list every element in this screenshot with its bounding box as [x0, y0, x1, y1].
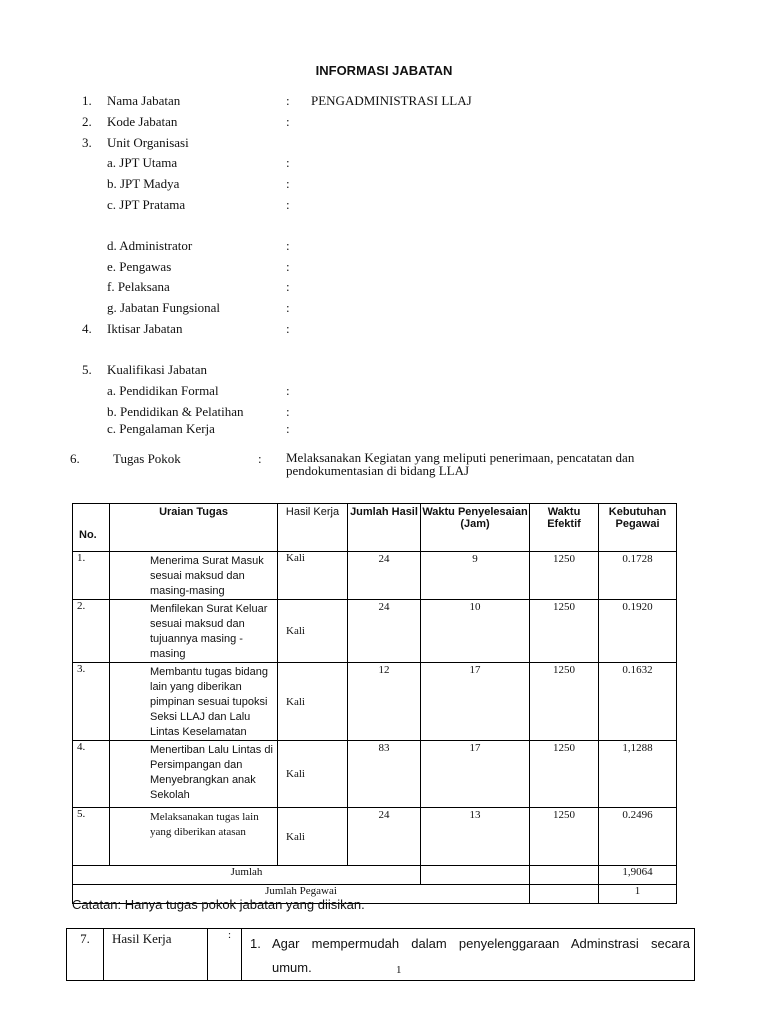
row-no: 3. — [73, 663, 110, 741]
jumlah-value: 1,9064 — [599, 866, 677, 885]
hasil-kerja-item — [242, 929, 695, 981]
info-row-label: c. Pengalaman Kerja — [107, 421, 215, 436]
info-row-label: Iktisar Jabatan — [107, 321, 183, 336]
row-uraian: Melaksanakan tugas lain yang diberikan atasan — [110, 808, 278, 866]
row-jumlah: 12 — [348, 663, 421, 741]
row-efektif: 1250 — [530, 600, 599, 663]
info-row-colon: : — [286, 93, 290, 108]
row-efektif: 1250 — [530, 663, 599, 741]
info-row-value: PENGADMINISTRASI LLAJ — [311, 93, 472, 108]
row-no: 2. — [73, 600, 110, 663]
table-row — [73, 663, 677, 741]
header-uraian-tugas: Uraian Tugas — [110, 504, 278, 552]
info-row-label: a. JPT Utama — [107, 155, 178, 170]
row-kebutuhan: 0.1920 — [599, 600, 677, 663]
info-row-colon: : — [286, 404, 290, 419]
hasil-kerja-row — [67, 929, 695, 981]
info-row-colon: : — [286, 279, 290, 294]
hasil-kerja-item-text: Agar mempermudah dalam penyelenggaraan Adminstrasi secara umum. — [272, 936, 690, 975]
table-header-row — [73, 504, 677, 552]
hasil-kerja-label: Hasil Kerja — [104, 929, 208, 981]
info-row-label: b. JPT Madya — [107, 176, 180, 191]
row-uraian: Menfilekan Surat Keluar sesuai maksud dan tujuannya masing - masing — [110, 600, 278, 663]
info-row-label: f. Pelaksana — [107, 279, 170, 294]
info-row-colon: : — [286, 114, 290, 129]
row-no: 5. — [73, 808, 110, 866]
header-kebutuhan-pegawai: Kebutuhan Pegawai — [599, 504, 677, 552]
header-waktu-efektif: Waktu Efektif — [530, 504, 599, 552]
info-row-label: Kode Jabatan — [107, 114, 178, 129]
row-waktu: 9 — [421, 552, 530, 600]
row-waktu: 17 — [421, 663, 530, 741]
row-uraian: Menerima Surat Masuk sesuai maksud dan masing-masing — [110, 552, 278, 600]
jumlah-empty-cell — [421, 866, 530, 885]
table-row — [73, 552, 677, 600]
hasil-kerja-number: 7. — [67, 929, 104, 981]
row-jumlah: 24 — [348, 552, 421, 600]
info-row-colon: : — [286, 321, 290, 336]
row-efektif: 1250 — [530, 808, 599, 866]
hasil-kerja-item-number: 1. — [250, 936, 261, 951]
info-row-label: Kualifikasi Jabatan — [107, 362, 207, 377]
jumlah-empty-cell — [530, 866, 599, 885]
tugas-pokok-value: Melaksanakan Kegiatan yang meliputi penerimaan, pencatatan dan pendokumentasian di bidang LLAJ — [286, 450, 635, 478]
jumlah-pegawai-value: 1 — [599, 885, 677, 904]
row-efektif: 1250 — [530, 741, 599, 808]
row-uraian: Membantu tugas bidang lain yang diberikan pimpinan sesuai tupoksi Seksi LLAJ dan Lalu Lintas Keselamatan — [110, 663, 278, 741]
table-row — [73, 741, 677, 808]
row-no: 4. — [73, 741, 110, 808]
row-hasil: Kali — [278, 600, 348, 663]
row-hasil: Kali — [278, 552, 348, 600]
row-hasil: Kali — [278, 663, 348, 741]
info-row-label: e. Pengawas — [107, 259, 172, 274]
hasil-kerja-colon: : — [208, 929, 242, 981]
row-jumlah: 24 — [348, 600, 421, 663]
row-jumlah: 24 — [348, 808, 421, 866]
row-waktu: 17 — [421, 741, 530, 808]
info-row-colon: : — [286, 197, 290, 212]
jumlah-label: Jumlah — [73, 866, 421, 885]
row-hasil: Kali — [278, 741, 348, 808]
uraian-tugas-table — [72, 503, 677, 904]
info-row-label: b. Pendidikan & Pelatihan — [107, 404, 244, 419]
row-uraian: Menertiban Lalu Lintas di Persimpangan dan Menyebrangkan anak Sekolah — [110, 741, 278, 808]
info-row-colon: : — [286, 383, 290, 398]
info-row-colon: : — [286, 176, 290, 191]
row-no: 1. — [73, 552, 110, 600]
row-waktu: 10 — [421, 600, 530, 663]
header-no: No. — [73, 504, 110, 552]
info-row-label: g. Jabatan Fungsional — [107, 300, 221, 315]
info-row-label: c. JPT Pratama — [107, 197, 186, 212]
info-row-label: d. Administrator — [107, 238, 193, 253]
info-row-number: 4. — [82, 321, 92, 336]
jumlah-pegawai-label: Jumlah Pegawai — [73, 885, 530, 904]
row-waktu: 13 — [421, 808, 530, 866]
info-row-colon: : — [286, 259, 290, 274]
info-row-label: Unit Organisasi — [107, 135, 189, 150]
tugas-pokok-number: 6. — [70, 451, 80, 466]
table-row — [73, 600, 677, 663]
row-jumlah: 83 — [348, 741, 421, 808]
jumlah-pegawai-empty-cell — [530, 885, 599, 904]
info-row-label: Nama Jabatan — [107, 93, 181, 108]
info-row-label: a. Pendidikan Formal — [107, 383, 219, 398]
header-jumlah-hasil: Jumlah Hasil — [348, 504, 421, 552]
info-row-number: 3. — [82, 135, 92, 150]
row-efektif: 1250 — [530, 552, 599, 600]
row-kebutuhan: 0.1632 — [599, 663, 677, 741]
info-row-colon: : — [286, 421, 290, 436]
info-row-colon: : — [286, 238, 290, 253]
page-number: 1 — [396, 964, 402, 976]
tugas-pokok-colon: : — [258, 451, 262, 466]
header-hasil-kerja: Hasil Kerja — [278, 504, 348, 552]
info-row-colon: : — [286, 300, 290, 315]
info-row-number: 1. — [82, 93, 92, 108]
jumlah-row — [73, 866, 677, 885]
row-kebutuhan: 0.2496 — [599, 808, 677, 866]
info-row-colon: : — [286, 155, 290, 170]
catatan-note: Catatan: Hanya tugas pokok jabatan yang diisikan. — [72, 897, 365, 912]
document-title: INFORMASI JABATAN — [315, 63, 453, 78]
row-kebutuhan: 0.1728 — [599, 552, 677, 600]
info-row-number: 5. — [82, 362, 92, 377]
table-row — [73, 808, 677, 866]
hasil-kerja-table — [66, 928, 695, 981]
info-row-number: 2. — [82, 114, 92, 129]
header-waktu-penyelesaian: Waktu Penyelesaian (Jam) — [421, 504, 530, 552]
tugas-pokok-label: Tugas Pokok — [113, 451, 181, 466]
row-hasil: Kali — [278, 808, 348, 866]
row-kebutuhan: 1,1288 — [599, 741, 677, 808]
